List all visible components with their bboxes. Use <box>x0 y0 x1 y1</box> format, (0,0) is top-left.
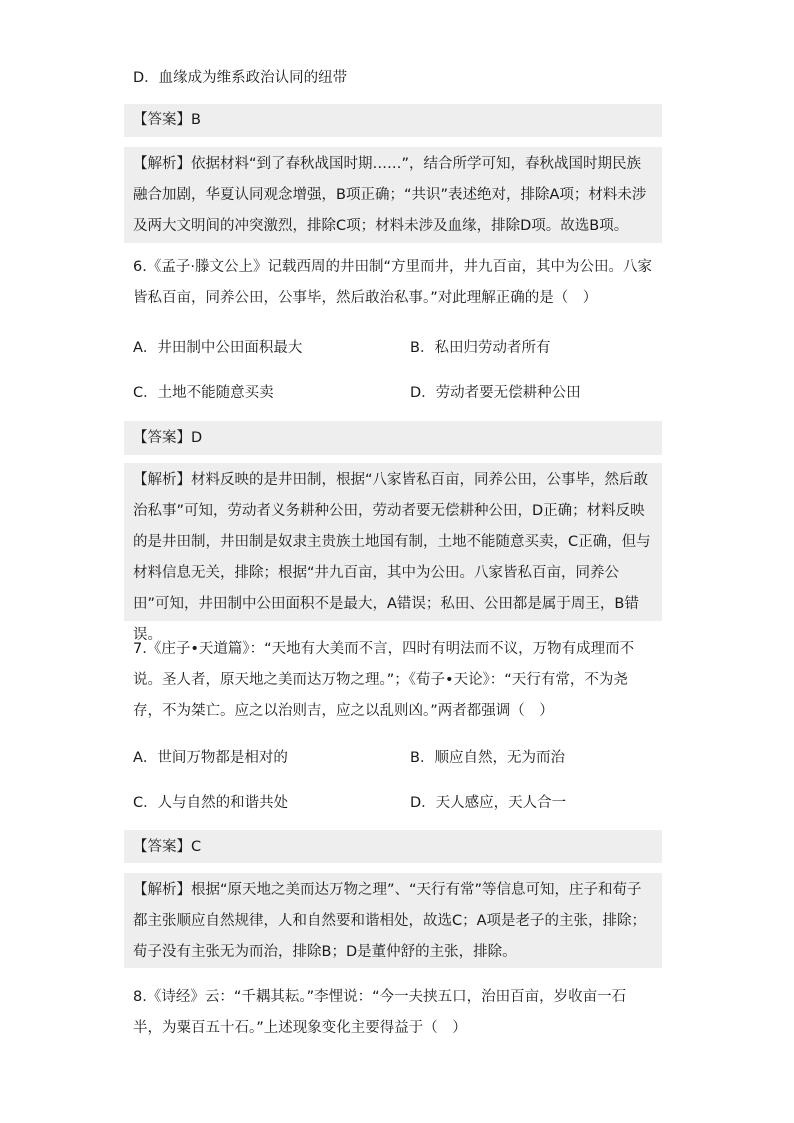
q6-option-b: B．私田归劳动者所有 <box>410 340 551 356</box>
q7-option-b: B．顺应自然，无为而治 <box>410 750 565 766</box>
q8-stem: 8.《诗经》云：“千耦其耘。”李悝说：“今一夫挟五口，治田百亩，岁收亩一石半，为粟百五十石。”上述现象变化主要得益于（ ） <box>133 989 627 1036</box>
q7-option-a: A．世间万物都是相对的 <box>133 750 288 766</box>
q6-option-a: A．井田制中公田面积最大 <box>133 340 303 356</box>
q7-stem: 7.《庄子•天道篇》：“天地有大美而不言，四时有明法而不议，万物有成理而不说。圣人者，原天地之美而达万物之理。”；《荀子•天论》：“天行有常，不为尧存，不为桀亡。应之以治则吉，应之以乱则凶。”两者都强调（ ） <box>133 641 635 719</box>
q7-option-c: C．人与自然的和谐共处 <box>133 795 289 811</box>
q6-stem: 6.《孟子·滕文公上》记载西周的井田制“方里而井，井九百亩，其中为公田。八家皆私百亩，同养公田，公事毕，然后敢治私事。”对此理解正确的是（ ） <box>133 259 652 306</box>
q5-option-d: D．血缘成为维系政治认同的纽带 <box>133 70 348 86</box>
q5-answer-box <box>124 104 662 137</box>
q6-analysis: 【解析】材料反映的是井田制，根据“八家皆私百亩，同养公田，公事毕，然后敢治私事”可知，劳动者义务耕种公田，劳动者要无偿耕种公田，D正确；材料反映的是井田制，井田制是奴隶主贵族土地国有制，土地不能随意买卖，C正确，但与材料信息无关，排除；根据“井九百亩，其中为公田。八家皆私百亩，同养公田”可知，井田制中公田面积不是最大，A错误；私田、公田都是属于周王，B错误。 <box>133 472 651 643</box>
q6-option-c: C．土地不能随意买卖 <box>133 385 274 401</box>
q6-answer: 【答案】D <box>133 430 203 446</box>
q6-option-d: D．劳动者要无偿耕种公田 <box>410 385 581 401</box>
q7-option-d: D．天人感应，天人合一 <box>410 795 567 811</box>
q6-answer-box <box>124 421 662 455</box>
q7-analysis: 【解析】根据“原天地之美而达万物之理”、“天行有常”等信息可知，庄子和荀子都主张顺应自然规律，人和自然要和谐相处，故选C；A项是老子的主张，排除；荀子没有主张无为而治，排除B；D是董仲舒的主张，排除。 <box>133 882 647 960</box>
q5-answer: 【答案】B <box>133 112 201 128</box>
q5-analysis: 【解析】依据材料“到了春秋战国时期……”，结合所学可知，春秋战国时期民族融合加剧，华夏认同观念增强，B项正确；“共识”表述绝对，排除A项；材料未涉及两大文明间的冲突激烈，排除C项；材料未涉及血缘，排除D项。故选B项。 <box>133 156 647 234</box>
q7-answer: 【答案】C <box>133 839 202 855</box>
q7-answer-box <box>124 830 662 863</box>
